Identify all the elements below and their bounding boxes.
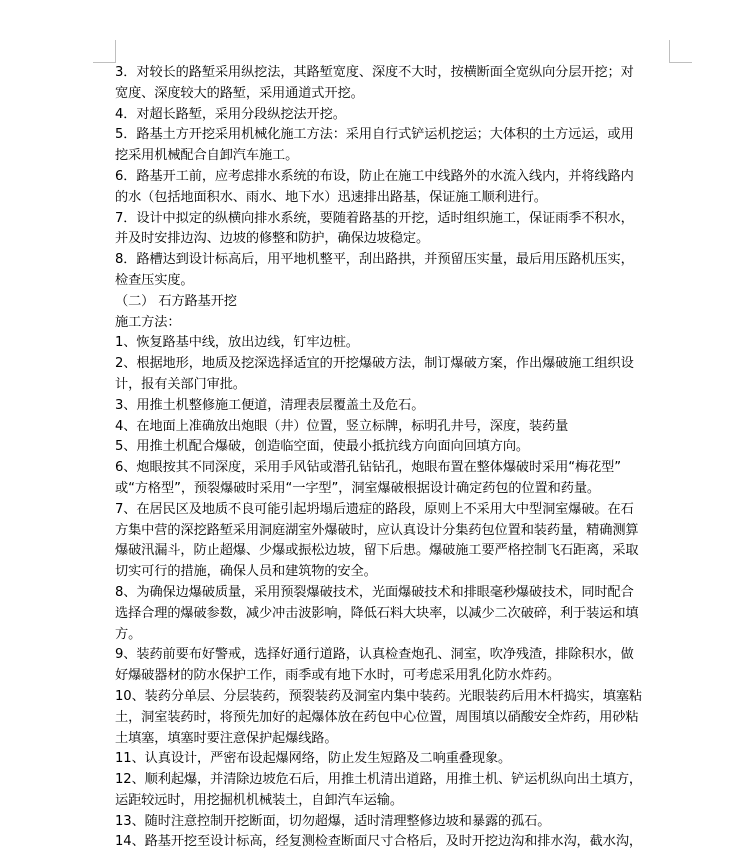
text-line: 方集中营的深挖路堑采用洞庭湖室外爆破时，应认真设计分集药包位置和装药量，精确测算 [115,522,639,538]
text-line: 1、恢复路基中线，放出边线，钉牢边桩。 [115,335,359,351]
text-line: 方。 [115,626,142,642]
margin-corner-mark-left [93,40,116,63]
text-line: 3．对较长的路堑采用纵挖法，其路堑宽度、深度不大时，按横断面全宽纵向分层开挖；对 [115,65,634,80]
text-line: 6、炮眼按其不同深度，采用手风钻或潜孔钻钻孔，炮眼布置在整体爆破时采用“梅花型” [115,460,621,476]
text-line: 7、在居民区及地质不良可能引起坍塌后遗症的路段，原则上不采用大中型洞室爆破。在石 [115,501,634,517]
text-line: 11、认真设计，严密布设起爆网络，防止发生短路及二响重叠现象。 [115,751,512,767]
text-line: 土，洞室装药时，将预先加好的起爆体放在药包中心位置，周围填以硝酸安全炸药，用砂粘 [115,709,639,725]
text-line: 7．设计中拟定的纵横向排水系统，要随着路基的开挖，适时组织施工，保证雨季不积水， [115,210,634,226]
text-line: 或“方格型”，预裂爆破时采用“一字型”，洞室爆破根据设计确定药包的位置和药量。 [115,480,600,496]
text-line: 爆破汛漏斗，防止超爆、少爆或振松边坡，留下后患。爆破施工要严格控制飞石距离，采取 [115,543,639,559]
text-line: 的水（包括地面积水、雨水、地下水）迅速排出路基，保证施工顺利进行。 [115,189,547,205]
text-line: 14、路基开挖至设计标高，经复测检查断面尺寸合格后，及时开挖边沟和排水沟，截水沟， [115,834,642,850]
text-line: 10、装药分单层、分层装药，预裂装药及洞室内集中装药。光眼装药后用木杆捣实，填塞粘 [115,688,642,704]
text-line: 切实可行的措施，确保人员和建筑物的安全。 [115,564,377,580]
text-line: 5、用推土机配合爆破，创造临空面，使最小抵抗线方向面向回填方向。 [115,439,530,455]
text-line: 12、顺利起爆，并清除边坡危石后，用推土机清出道路，用推土机、铲运机纵向出土填方， [115,772,642,788]
text-line: 检查压实度。 [115,272,194,288]
text-line: 宽度、深度较大的路堑，采用通道式开挖。 [115,85,364,101]
text-line: 运距较远时，用挖掘机机械装土，自卸汽车运输。 [115,792,403,808]
text-line: 13、随时注意控制开挖断面，切勿超爆，适时清理整修边坡和暴露的孤石。 [115,813,551,829]
text-line: 施工方法： [115,314,181,330]
text-line: 并及时安排边沟、边坡的修整和防护，确保边坡稳定。 [115,231,430,247]
text-line: 2、根据地形，地质及挖深选择适宜的开挖爆破方法，制订爆破方案，作出爆破施工组织设 [115,356,634,372]
text-line: 4、在地面上准确放出炮眼（井）位置，竖立标牌，标明孔井号，深度，装药量 [115,418,569,434]
text-line: 8、为确保边爆破质量，采用预裂爆破技术，光面爆破技术和排眼毫秒爆破技术，同时配合 [115,584,634,600]
document-body [115,63,675,853]
text-line: 5．路基土方开挖采用机械化施工方法：采用自行式铲运机挖运；大体积的土方远运，或用 [115,127,634,143]
text-line: 挖采用机械配合自卸汽车施工。 [115,148,299,164]
text-line: 4．对超长路堑，采用分段纵挖法开挖。 [115,106,346,122]
margin-corner-mark-right [669,40,692,63]
text-line: 土填塞，填塞时要注意保护起爆线路。 [115,730,338,746]
section-heading: （二） 石方路基开挖 [115,293,237,309]
text-line: 8．路槽达到设计标高后，用平地机整平，刮出路拱，并预留压实量，最后用压路机压实， [115,252,634,268]
text-line: 3、用推土机整修施工便道，清理表层覆盖土及危石。 [115,397,425,413]
text-line: 9、装药前要布好警戒，选择好通行道路，认真检查炮孔、洞室，吹净残渣，排除积水，做 [115,647,634,663]
text-line: 计，报有关部门审批。 [115,376,246,392]
text-line: 6．路基开工前，应考虑排水系统的布设，防止在施工中线路外的水流入线内，并将线路内 [115,168,634,184]
text-line: 好爆破器材的防水保护工作，雨季或有地下水时，可考虑采用乳化防水炸药。 [115,668,560,684]
text-line: 选择合理的爆破参数，减少冲击波影响，降低石料大块率，以减少二次破碎，利于装运和填 [115,605,639,621]
